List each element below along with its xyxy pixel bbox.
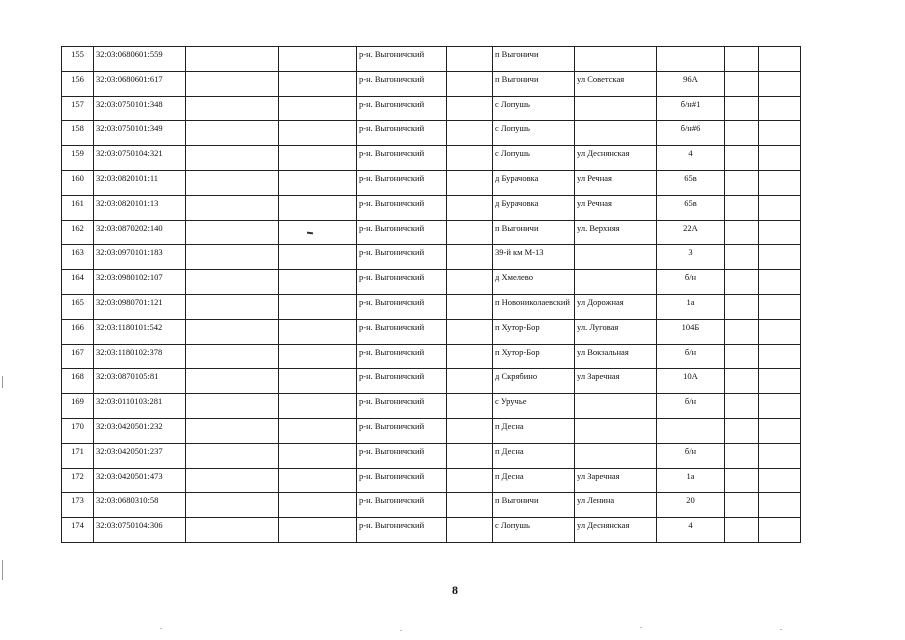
empty-cell bbox=[759, 518, 801, 543]
empty-cell bbox=[447, 369, 493, 394]
cadastral-number: 32:03:0820101:11 bbox=[94, 170, 186, 195]
empty-cell bbox=[447, 418, 493, 443]
table-row bbox=[62, 270, 801, 295]
empty-cell bbox=[186, 146, 279, 171]
table-row bbox=[62, 220, 801, 245]
scan-edge-mark bbox=[2, 376, 3, 388]
empty-cell bbox=[725, 220, 759, 245]
empty-cell bbox=[279, 245, 357, 270]
empty-cell bbox=[725, 245, 759, 270]
empty-cell bbox=[279, 146, 357, 171]
house-number: б/н#1 bbox=[657, 96, 725, 121]
district-name: р-н. Выгоничский bbox=[357, 394, 447, 419]
empty-cell bbox=[186, 319, 279, 344]
district-name: р-н. Выгоничский bbox=[357, 518, 447, 543]
empty-cell bbox=[279, 518, 357, 543]
table-row bbox=[62, 319, 801, 344]
street-name: ул Ленина bbox=[575, 493, 657, 518]
district-name: р-н. Выгоничский bbox=[357, 443, 447, 468]
row-number: 156 bbox=[62, 71, 94, 96]
locality-name: с Лопушь bbox=[493, 121, 575, 146]
house-number: 22А bbox=[657, 220, 725, 245]
empty-cell bbox=[759, 369, 801, 394]
district-name: р-н. Выгоничский bbox=[357, 71, 447, 96]
row-number: 160 bbox=[62, 170, 94, 195]
empty-cell bbox=[759, 493, 801, 518]
street-name: ул Деснянская bbox=[575, 146, 657, 171]
empty-cell bbox=[725, 270, 759, 295]
row-number: 172 bbox=[62, 468, 94, 493]
empty-cell bbox=[279, 220, 357, 245]
cadastral-number: 32:03:0750104:306 bbox=[94, 518, 186, 543]
empty-cell bbox=[725, 319, 759, 344]
house-number: б/н bbox=[657, 344, 725, 369]
empty-cell bbox=[279, 71, 357, 96]
empty-cell bbox=[725, 418, 759, 443]
empty-cell bbox=[447, 245, 493, 270]
empty-cell bbox=[186, 245, 279, 270]
house-number: б/н bbox=[657, 394, 725, 419]
row-number: 162 bbox=[62, 220, 94, 245]
cadastral-number: 32:03:0750101:349 bbox=[94, 121, 186, 146]
empty-cell bbox=[186, 195, 279, 220]
district-name: р-н. Выгоничский bbox=[357, 294, 447, 319]
street-name: ул Деснянская bbox=[575, 518, 657, 543]
row-number: 161 bbox=[62, 195, 94, 220]
table-row bbox=[62, 443, 801, 468]
locality-name: д Скрябино bbox=[493, 369, 575, 394]
empty-cell bbox=[447, 493, 493, 518]
cadastral-number: 32:03:0680310:58 bbox=[94, 493, 186, 518]
empty-cell bbox=[725, 394, 759, 419]
table-row bbox=[62, 96, 801, 121]
empty-cell bbox=[447, 394, 493, 419]
row-number: 155 bbox=[62, 47, 94, 72]
street-name: ул Заречная bbox=[575, 468, 657, 493]
cadastral-number: 32:03:0420501:473 bbox=[94, 468, 186, 493]
scan-speck bbox=[400, 630, 402, 631]
empty-cell bbox=[447, 121, 493, 146]
locality-name: с Лопушь bbox=[493, 146, 575, 171]
empty-cell bbox=[725, 47, 759, 72]
empty-cell bbox=[186, 394, 279, 419]
house-number: 65в bbox=[657, 195, 725, 220]
scan-edge-mark bbox=[2, 560, 3, 580]
street-name bbox=[575, 96, 657, 121]
district-name: р-н. Выгоничский bbox=[357, 418, 447, 443]
empty-cell bbox=[186, 344, 279, 369]
empty-cell bbox=[447, 47, 493, 72]
table-row bbox=[62, 468, 801, 493]
empty-cell bbox=[279, 195, 357, 220]
table-row bbox=[62, 195, 801, 220]
locality-name: п Десна bbox=[493, 418, 575, 443]
empty-cell bbox=[759, 344, 801, 369]
cadastral-number: 32:03:0110103:281 bbox=[94, 394, 186, 419]
row-number: 165 bbox=[62, 294, 94, 319]
locality-name: п Выгоничи bbox=[493, 71, 575, 96]
locality-name: п Выгоничи bbox=[493, 220, 575, 245]
cadastral-number: 32:03:0870105:81 bbox=[94, 369, 186, 394]
empty-cell bbox=[186, 493, 279, 518]
street-name: ул Дорожная bbox=[575, 294, 657, 319]
table-row bbox=[62, 344, 801, 369]
house-number: б/н bbox=[657, 443, 725, 468]
locality-name: п Новониколаевский bbox=[493, 294, 575, 319]
empty-cell bbox=[186, 418, 279, 443]
empty-cell bbox=[725, 170, 759, 195]
street-name bbox=[575, 121, 657, 146]
street-name: ул. Луговая bbox=[575, 319, 657, 344]
empty-cell bbox=[279, 319, 357, 344]
row-number: 168 bbox=[62, 369, 94, 394]
district-name: р-н. Выгоничский bbox=[357, 121, 447, 146]
cadastral-number: 32:03:0680601:559 bbox=[94, 47, 186, 72]
house-number: 1а bbox=[657, 468, 725, 493]
empty-cell bbox=[447, 319, 493, 344]
empty-cell bbox=[186, 220, 279, 245]
table-row bbox=[62, 71, 801, 96]
empty-cell bbox=[725, 146, 759, 171]
street-name: ул Вокзальная bbox=[575, 344, 657, 369]
empty-cell bbox=[759, 294, 801, 319]
house-number: 3 bbox=[657, 245, 725, 270]
table-row bbox=[62, 418, 801, 443]
table-row bbox=[62, 369, 801, 394]
street-name: ул Речная bbox=[575, 170, 657, 195]
locality-name: п Хутор-Бор bbox=[493, 344, 575, 369]
district-name: р-н. Выгоничский bbox=[357, 96, 447, 121]
empty-cell bbox=[759, 394, 801, 419]
district-name: р-н. Выгоничский bbox=[357, 146, 447, 171]
cadastral-number: 32:03:1180101:542 bbox=[94, 319, 186, 344]
empty-cell bbox=[279, 418, 357, 443]
empty-cell bbox=[447, 146, 493, 171]
empty-cell bbox=[447, 344, 493, 369]
empty-cell bbox=[279, 369, 357, 394]
house-number: 4 bbox=[657, 518, 725, 543]
district-name: р-н. Выгоничский bbox=[357, 344, 447, 369]
empty-cell bbox=[725, 468, 759, 493]
empty-cell bbox=[759, 468, 801, 493]
empty-cell bbox=[186, 518, 279, 543]
house-number: 1а bbox=[657, 294, 725, 319]
cadastral-number: 32:03:0750104:321 bbox=[94, 146, 186, 171]
table-row bbox=[62, 518, 801, 543]
empty-cell bbox=[759, 443, 801, 468]
empty-cell bbox=[279, 294, 357, 319]
empty-cell bbox=[279, 121, 357, 146]
empty-cell bbox=[447, 294, 493, 319]
street-name bbox=[575, 394, 657, 419]
row-number: 173 bbox=[62, 493, 94, 518]
district-name: р-н. Выгоничский bbox=[357, 468, 447, 493]
cadastral-number: 32:03:1180102:378 bbox=[94, 344, 186, 369]
empty-cell bbox=[279, 170, 357, 195]
empty-cell bbox=[279, 468, 357, 493]
empty-cell bbox=[447, 96, 493, 121]
street-name: ул Заречная bbox=[575, 369, 657, 394]
scan-speck bbox=[640, 627, 642, 628]
empty-cell bbox=[759, 47, 801, 72]
house-number: 20 bbox=[657, 493, 725, 518]
row-number: 163 bbox=[62, 245, 94, 270]
district-name: р-н. Выгоничский bbox=[357, 369, 447, 394]
empty-cell bbox=[279, 344, 357, 369]
district-name: р-н. Выгоничский bbox=[357, 220, 447, 245]
property-register-table bbox=[61, 46, 801, 543]
cadastral-number: 32:03:0420501:237 bbox=[94, 443, 186, 468]
empty-cell bbox=[186, 369, 279, 394]
empty-cell bbox=[447, 270, 493, 295]
scan-speck bbox=[160, 628, 162, 629]
row-number: 170 bbox=[62, 418, 94, 443]
empty-cell bbox=[279, 47, 357, 72]
empty-cell bbox=[759, 418, 801, 443]
empty-cell bbox=[186, 71, 279, 96]
row-number: 164 bbox=[62, 270, 94, 295]
empty-cell bbox=[186, 96, 279, 121]
empty-cell bbox=[759, 71, 801, 96]
district-name: р-н. Выгоничский bbox=[357, 270, 447, 295]
street-name bbox=[575, 443, 657, 468]
street-name bbox=[575, 47, 657, 72]
locality-name: п Выгоничи bbox=[493, 47, 575, 72]
street-name: ул Советская bbox=[575, 71, 657, 96]
cadastral-number: 32:03:0750101:348 bbox=[94, 96, 186, 121]
empty-cell bbox=[447, 170, 493, 195]
row-number: 157 bbox=[62, 96, 94, 121]
empty-cell bbox=[725, 195, 759, 220]
empty-cell bbox=[759, 319, 801, 344]
empty-cell bbox=[186, 121, 279, 146]
district-name: р-н. Выгоничский bbox=[357, 493, 447, 518]
empty-cell bbox=[447, 518, 493, 543]
locality-name: д Бурачовка bbox=[493, 170, 575, 195]
empty-cell bbox=[447, 468, 493, 493]
empty-cell bbox=[279, 394, 357, 419]
empty-cell bbox=[279, 96, 357, 121]
locality-name: п Хутор-Бор bbox=[493, 319, 575, 344]
empty-cell bbox=[759, 146, 801, 171]
locality-name: 39-й км М-13 bbox=[493, 245, 575, 270]
empty-cell bbox=[725, 369, 759, 394]
district-name: р-н. Выгоничский bbox=[357, 170, 447, 195]
table-row bbox=[62, 146, 801, 171]
row-number: 159 bbox=[62, 146, 94, 171]
locality-name: п Выгоничи bbox=[493, 493, 575, 518]
house-number: 10А bbox=[657, 369, 725, 394]
empty-cell bbox=[759, 170, 801, 195]
row-number: 167 bbox=[62, 344, 94, 369]
empty-cell bbox=[759, 245, 801, 270]
table-row bbox=[62, 170, 801, 195]
empty-cell bbox=[279, 270, 357, 295]
locality-name: с Лопушь bbox=[493, 518, 575, 543]
cadastral-number: 32:03:0680601:617 bbox=[94, 71, 186, 96]
house-number: 96А bbox=[657, 71, 725, 96]
empty-cell bbox=[186, 294, 279, 319]
empty-cell bbox=[725, 294, 759, 319]
street-name bbox=[575, 270, 657, 295]
house-number bbox=[657, 418, 725, 443]
empty-cell bbox=[186, 443, 279, 468]
table-row bbox=[62, 493, 801, 518]
row-number: 158 bbox=[62, 121, 94, 146]
street-name bbox=[575, 418, 657, 443]
empty-cell bbox=[725, 96, 759, 121]
table-row bbox=[62, 47, 801, 72]
scan-speck bbox=[780, 629, 782, 630]
table-row bbox=[62, 394, 801, 419]
empty-cell bbox=[279, 443, 357, 468]
empty-cell bbox=[759, 121, 801, 146]
empty-cell bbox=[725, 344, 759, 369]
district-name: р-н. Выгоничский bbox=[357, 245, 447, 270]
locality-name: д Хмелево bbox=[493, 270, 575, 295]
locality-name: п Десна bbox=[493, 443, 575, 468]
street-name: ул Речная bbox=[575, 195, 657, 220]
district-name: р-н. Выгоничский bbox=[357, 319, 447, 344]
cadastral-number: 32:03:0980102:107 bbox=[94, 270, 186, 295]
street-name: ул. Верхняя bbox=[575, 220, 657, 245]
district-name: р-н. Выгоничский bbox=[357, 47, 447, 72]
empty-cell bbox=[725, 493, 759, 518]
table-row bbox=[62, 245, 801, 270]
cadastral-number: 32:03:0970101:183 bbox=[94, 245, 186, 270]
empty-cell bbox=[186, 47, 279, 72]
cadastral-number: 32:03:0870202:140 bbox=[94, 220, 186, 245]
cadastral-number: 32:03:0820101:13 bbox=[94, 195, 186, 220]
cadastral-number: 32:03:0980701:121 bbox=[94, 294, 186, 319]
locality-name: п Десна bbox=[493, 468, 575, 493]
table-row bbox=[62, 121, 801, 146]
house-number: 65в bbox=[657, 170, 725, 195]
empty-cell bbox=[759, 220, 801, 245]
table-row bbox=[62, 294, 801, 319]
locality-name: с Уручье bbox=[493, 394, 575, 419]
row-number: 169 bbox=[62, 394, 94, 419]
row-number: 171 bbox=[62, 443, 94, 468]
locality-name: д Бурачовка bbox=[493, 195, 575, 220]
empty-cell bbox=[186, 170, 279, 195]
empty-cell bbox=[447, 220, 493, 245]
empty-cell bbox=[725, 121, 759, 146]
house-number: 4 bbox=[657, 146, 725, 171]
empty-cell bbox=[279, 493, 357, 518]
empty-cell bbox=[725, 518, 759, 543]
house-number: б/н#6 bbox=[657, 121, 725, 146]
house-number: 104Б bbox=[657, 319, 725, 344]
house-number bbox=[657, 47, 725, 72]
page-number: 8 bbox=[452, 583, 458, 597]
empty-cell bbox=[759, 270, 801, 295]
empty-cell bbox=[447, 195, 493, 220]
empty-cell bbox=[759, 195, 801, 220]
row-number: 166 bbox=[62, 319, 94, 344]
row-number: 174 bbox=[62, 518, 94, 543]
street-name bbox=[575, 245, 657, 270]
cadastral-number: 32:03:0420501:232 bbox=[94, 418, 186, 443]
empty-cell bbox=[447, 443, 493, 468]
house-number: б/н bbox=[657, 270, 725, 295]
empty-cell bbox=[725, 443, 759, 468]
empty-cell bbox=[725, 71, 759, 96]
locality-name: с Лопушь bbox=[493, 96, 575, 121]
empty-cell bbox=[447, 71, 493, 96]
empty-cell bbox=[186, 270, 279, 295]
empty-cell bbox=[759, 96, 801, 121]
district-name: р-н. Выгоничский bbox=[357, 195, 447, 220]
empty-cell bbox=[186, 468, 279, 493]
